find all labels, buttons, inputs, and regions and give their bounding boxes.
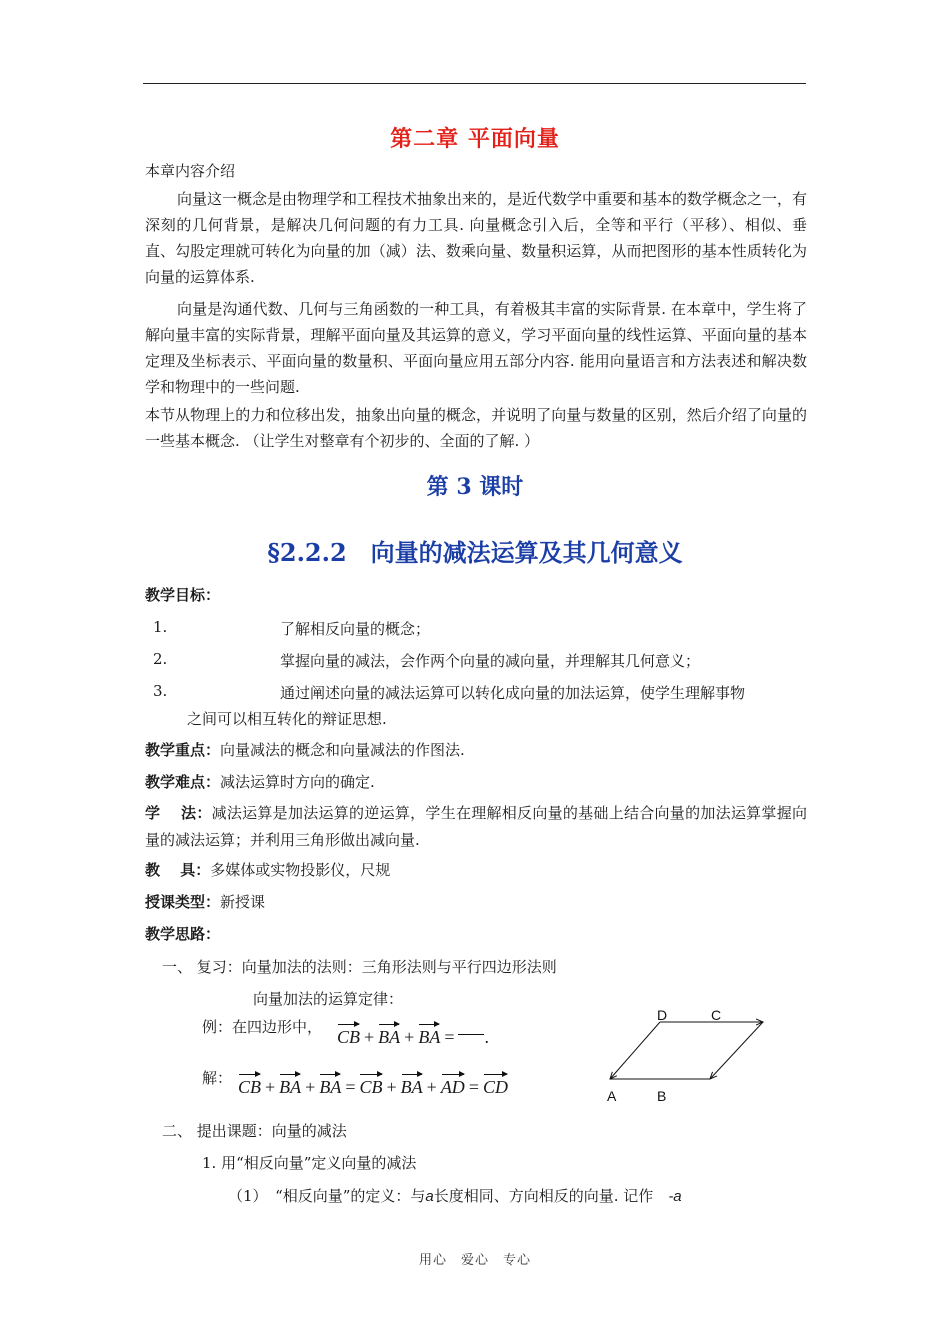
objectives-label: 教学目标： xyxy=(145,586,221,604)
study-method-text: 减法运算是加法运算的逆运算，学生在理解相反向量的基础上结合向量的加法运算掌握向量的减法运算；并利用三角形做出减向量. xyxy=(145,804,807,849)
study-method xyxy=(145,800,807,854)
vector-ad: AD xyxy=(440,1077,465,1097)
objective-1-text: 了解相反向量的概念； xyxy=(280,620,431,638)
lesson-type-label: 授课类型： xyxy=(145,893,221,911)
study-method-label: 学 法： xyxy=(145,804,212,822)
definition-text: “相反向量”的定义：与 xyxy=(275,1187,426,1205)
objective-1-num: 1. xyxy=(153,618,168,636)
example-label: 例：在四边形中， xyxy=(202,1018,323,1036)
label-a: A xyxy=(607,1088,617,1104)
tools-text: 多媒体或实物投影仪，尺规 xyxy=(210,861,391,879)
vector-ba: BA xyxy=(279,1077,302,1097)
plus-sign: + xyxy=(386,1077,397,1097)
opposite-vector-definition xyxy=(228,1185,682,1208)
vector-ba: BA xyxy=(378,1027,401,1047)
intro-label: 本章内容介绍 xyxy=(145,162,236,180)
negative-a-symbol: -a xyxy=(668,1188,682,1205)
equals-sign: = xyxy=(345,1077,356,1097)
vector-cd: CD xyxy=(482,1077,508,1097)
vector-cb: CB xyxy=(359,1077,383,1097)
vector-cb: CB xyxy=(238,1077,262,1097)
page-footer: 用心 爱心 专心 xyxy=(418,1253,531,1268)
plus-sign: + xyxy=(426,1077,437,1097)
edge-da xyxy=(610,1022,660,1079)
solution-label: 解： xyxy=(202,1069,233,1087)
label-d: D xyxy=(657,1007,668,1023)
vector-ba: BA xyxy=(319,1077,342,1097)
definition-num: （1） xyxy=(228,1187,261,1205)
lesson-type-text: 新授课 xyxy=(220,893,266,911)
topic-sub-1: 1. 用“相反向量”定义向量的减法 xyxy=(202,1154,417,1172)
answer-blank xyxy=(458,1033,484,1035)
plus-sign: + xyxy=(265,1077,276,1097)
difficulties-text: 减法运算时方向的确定. xyxy=(220,773,375,791)
difficulties xyxy=(145,771,375,793)
key-points-text: 向量减法的概念和向量减法的作图法. xyxy=(220,741,465,759)
edge-cb xyxy=(710,1022,763,1079)
equals-sign: = xyxy=(444,1027,455,1047)
key-points xyxy=(145,739,465,761)
lesson-title: 第 3 课时 xyxy=(426,474,524,500)
definition-text-2: 长度相同、方向相反的向量. 记作 xyxy=(433,1187,654,1205)
addition-law: 向量加法的运算定律： xyxy=(253,990,404,1008)
label-c: C xyxy=(711,1007,722,1023)
section-title: §2.2.2 向量的减法运算及其几何意义 xyxy=(267,538,683,567)
parallelogram-diagram xyxy=(595,1000,785,1110)
sentence-period: . xyxy=(484,1027,489,1047)
objective-3-text: 通过阐述向量的减法运算可以转化成向量的加法运算，使学生理解事物 xyxy=(280,684,746,702)
example-expression xyxy=(337,1027,489,1048)
objective-2-text: 掌握向量的减法，会作两个向量的减向量，并理解其几何意义； xyxy=(280,652,701,670)
plus-sign: + xyxy=(305,1077,316,1097)
plus-sign: + xyxy=(364,1027,375,1047)
plus-sign: + xyxy=(404,1027,415,1047)
key-points-label: 教学重点： xyxy=(145,741,221,759)
label-b: B xyxy=(657,1088,667,1104)
solution-expression xyxy=(238,1077,508,1098)
topic-heading: 二、 提出课题：向量的减法 xyxy=(162,1122,347,1140)
vector-ba: BA xyxy=(418,1027,441,1047)
objective-2-num: 2. xyxy=(153,650,168,668)
intro-paragraph-3: 本节从物理上的力和位移出发，抽象出向量的概念，并说明了向量与数量的区别，然后介绍了向量的一些基本概念. （让学生对整章有个初步的、全面的了解. ） xyxy=(145,406,807,450)
header-rule xyxy=(143,83,806,84)
review-heading: 一、 复习：向量加法的法则：三角形法则与平行四边形法则 xyxy=(162,958,557,976)
vector-a-symbol: a xyxy=(425,1188,434,1205)
lesson-type xyxy=(145,891,265,913)
vector-cb: CB xyxy=(337,1027,361,1047)
equals-sign: = xyxy=(468,1077,479,1097)
objective-3-num: 3. xyxy=(153,682,168,700)
teaching-idea-label: 教学思路： xyxy=(145,925,221,943)
tools xyxy=(145,859,390,881)
vector-ba: BA xyxy=(400,1077,423,1097)
intro-paragraph-1: 向量这一概念是由物理学和工程技术抽象出来的，是近代数学中重要和基本的数学概念之一，有深刻的几何背景，是解决几何问题的有力工具. 向量概念引入后，全等和平行（平移）、相似、垂直、勾股定理就可转化为向量的加（减）法、数乘向量、数量积运算，从而把图形的基本性质转化为向量的运算体系. xyxy=(145,190,808,286)
objective-3-continued: 之间可以相互转化的辩证思想. xyxy=(187,710,387,728)
intro-paragraph-2: 向量是沟通代数、几何与三角函数的一种工具，有着极其丰富的实际背景. 在本章中，学生将了解向量丰富的实际背景，理解平面向量及其运算的意义，学习平面向量的线性运算、平面向量的基本定理及坐标表示、平面向量的数量积、平面向量应用五部分内容. 能用向量语言和方法表述和解决数学和物理中的一些问题. xyxy=(145,300,807,396)
chapter-title: 第二章 平面向量 xyxy=(390,126,560,152)
difficulties-label: 教学难点： xyxy=(145,773,221,791)
tools-label: 教 具： xyxy=(145,861,211,879)
